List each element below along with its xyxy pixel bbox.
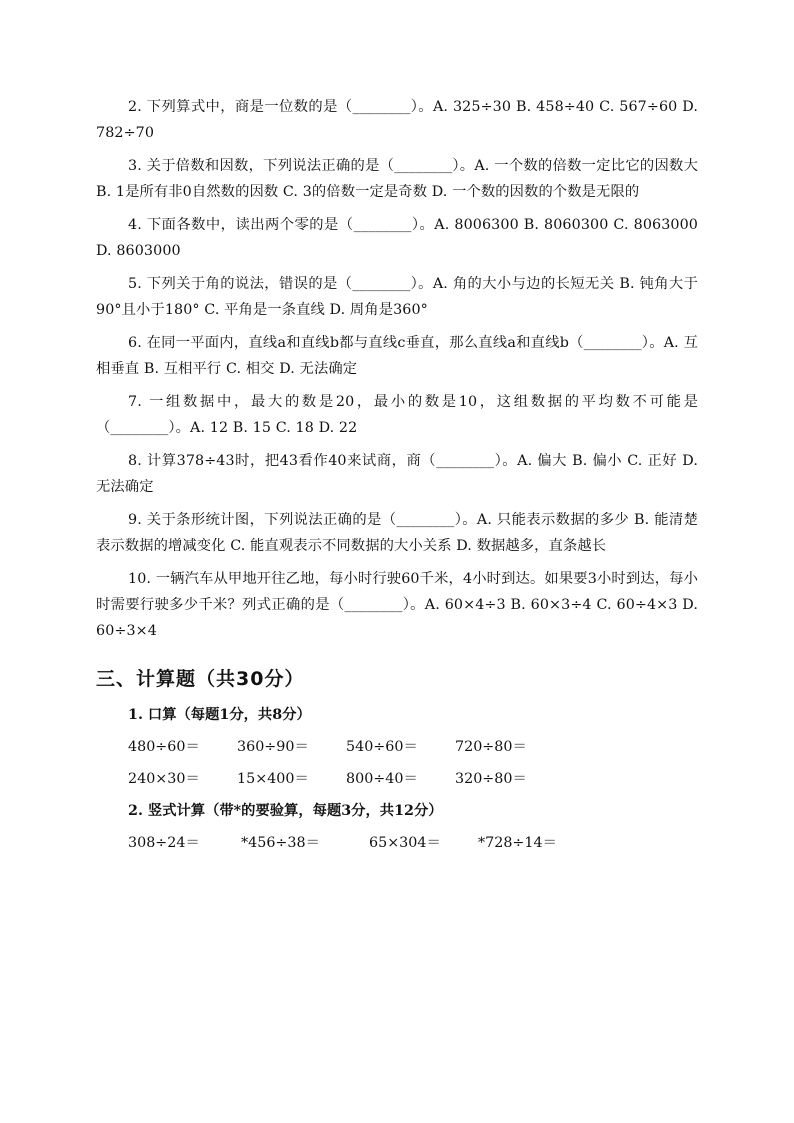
calc-item: 720÷80＝ bbox=[455, 739, 527, 755]
question-7: 7. 一组数据中，最大的数是20，最小的数是10，这组数据的平均数不可能是（________）。A. 12 B. 15 C. 18 D. 22 bbox=[96, 394, 698, 436]
question-6: 6. 在同一平面内，直线a和直线b都与直线c垂直，那么直线a和直线b（________）。A. 互相垂直 B. 互相平行 C. 相交 D. 无法确定 bbox=[96, 335, 698, 377]
calc-item: 240×30＝ bbox=[128, 771, 200, 787]
calc-item: 480÷60＝ bbox=[128, 739, 200, 755]
question-5: 5. 下列关于角的说法，错误的是（________）。A. 角的大小与边的长短无关 B. 钝角大于90°且小于180° C. 平角是一条直线 D. 周角是360° bbox=[96, 276, 698, 318]
mental-calc-row-2 bbox=[128, 767, 698, 791]
calc-item: 800÷40＝ bbox=[346, 771, 418, 787]
mental-calc-title: 1. 口算（每题1分，共8分） bbox=[128, 707, 311, 723]
calc-item: *728÷14＝ bbox=[478, 835, 557, 851]
question-4: 4. 下面各数中，读出两个零的是（________）。A. 8006300 B. 8060300 C. 8063000 D. 8603000 bbox=[96, 217, 698, 259]
question-8: 8. 计算378÷43时，把43看作40来试商，商（________）。A. 偏大 B. 偏小 C. 正好 D. 无法确定 bbox=[96, 453, 698, 495]
section-3-title: 三、计算题（共30分） bbox=[96, 668, 305, 690]
vertical-calc-title: 2. 竖式计算（带*的要验算，每题3分，共12分） bbox=[128, 803, 443, 819]
calc-item: 320÷80＝ bbox=[455, 771, 527, 787]
calc-item: *456÷38＝ bbox=[241, 835, 320, 851]
question-9: 9. 关于条形统计图，下列说法正确的是（________）。A. 只能表示数据的多少 B. 能清楚表示数据的增减变化 C. 能直观表示不同数据的大小关系 D. 数据越多，直条越长 bbox=[96, 512, 698, 554]
calc-item: 65×304＝ bbox=[369, 835, 441, 851]
question-3: 3. 关于倍数和因数，下列说法正确的是（________）。A. 一个数的倍数一定比它的因数大 B. 1是所有非0自然数的因数 C. 3的倍数一定是奇数 D. 一个数的因数的个数是无限的 bbox=[96, 158, 698, 200]
question-10: 10. 一辆汽车从甲地开往乙地，每小时行驶60千米，4小时到达。如果要3小时到达，每小时需要行驶多少千米？列式正确的是（________）。A. 60×4÷3 B. 60×3÷4 C. 60÷4×3 D. 60÷3×4 bbox=[96, 571, 698, 639]
calc-item: 15×400＝ bbox=[237, 771, 309, 787]
calc-item: 540÷60＝ bbox=[346, 739, 418, 755]
mental-calc-row-1 bbox=[128, 735, 698, 759]
calc-item: 308÷24＝ bbox=[128, 835, 200, 851]
question-2: 2. 下列算式中，商是一位数的是（________）。A. 325÷30 B. 458÷40 C. 567÷60 D. 782÷70 bbox=[96, 99, 698, 141]
calc-item: 360÷90＝ bbox=[237, 739, 309, 755]
vertical-calc-row bbox=[128, 831, 698, 855]
document-content bbox=[96, 94, 698, 863]
